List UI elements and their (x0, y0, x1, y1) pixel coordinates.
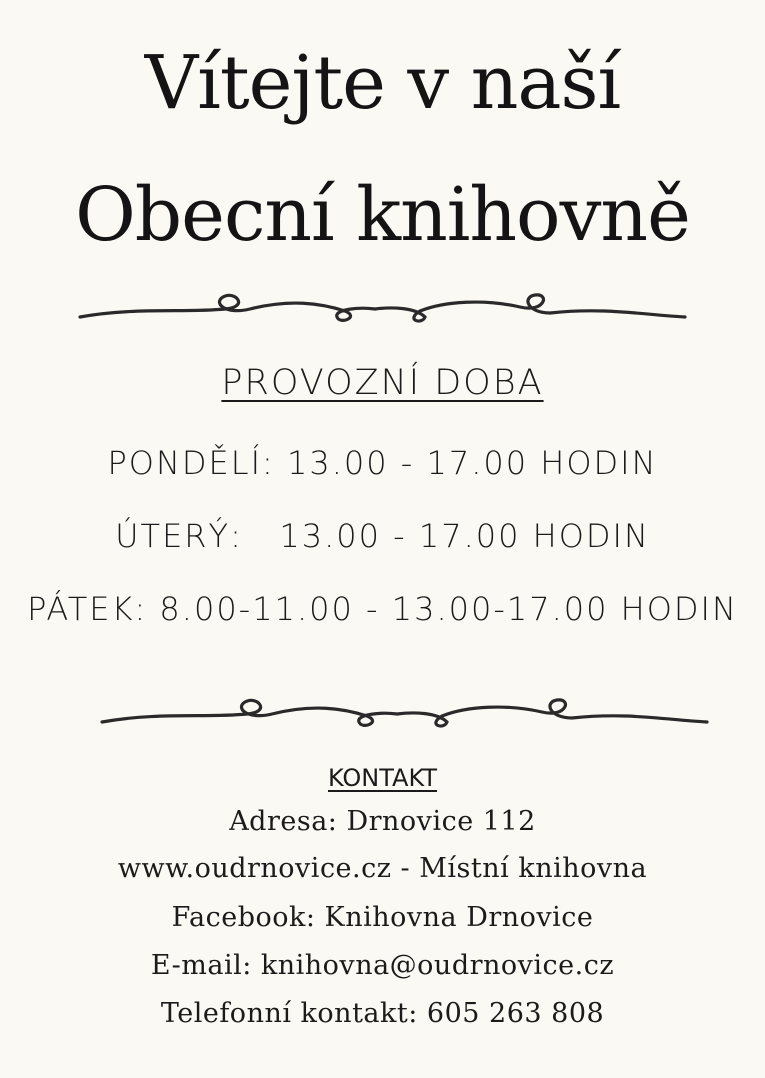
contact-address: Adresa: Drnovice 112 (229, 806, 536, 837)
contact-web: www.oudrnovice.cz - Místní knihovna (117, 853, 648, 884)
contact-phone: Telefonní kontakt: 605 263 808 (160, 998, 605, 1029)
title-line-2: Obecní knihovně (75, 172, 690, 258)
opening-hours-tuesday: ÚTERÝ: 13.00 - 17.00 HODIN (115, 517, 650, 555)
opening-hours-heading: PROVOZNÍ DOBA (221, 363, 544, 403)
contact-email: E-mail: knihovna@oudrnovice.cz (150, 950, 615, 981)
opening-hours-monday: PONDĚLÍ: 13.00 - 17.00 HODIN (107, 444, 658, 482)
ornamental-divider-bottom (97, 690, 712, 735)
ornamental-divider-top (75, 285, 690, 330)
opening-hours-friday: PÁTEK: 8.00-11.00 - 13.00-17.00 HODIN (27, 590, 738, 628)
title-line-1: Vítejte v naší (144, 40, 621, 126)
contact-facebook: Facebook: Knihovna Drnovice (171, 902, 594, 933)
contact-heading: KONTAKT (327, 764, 438, 792)
